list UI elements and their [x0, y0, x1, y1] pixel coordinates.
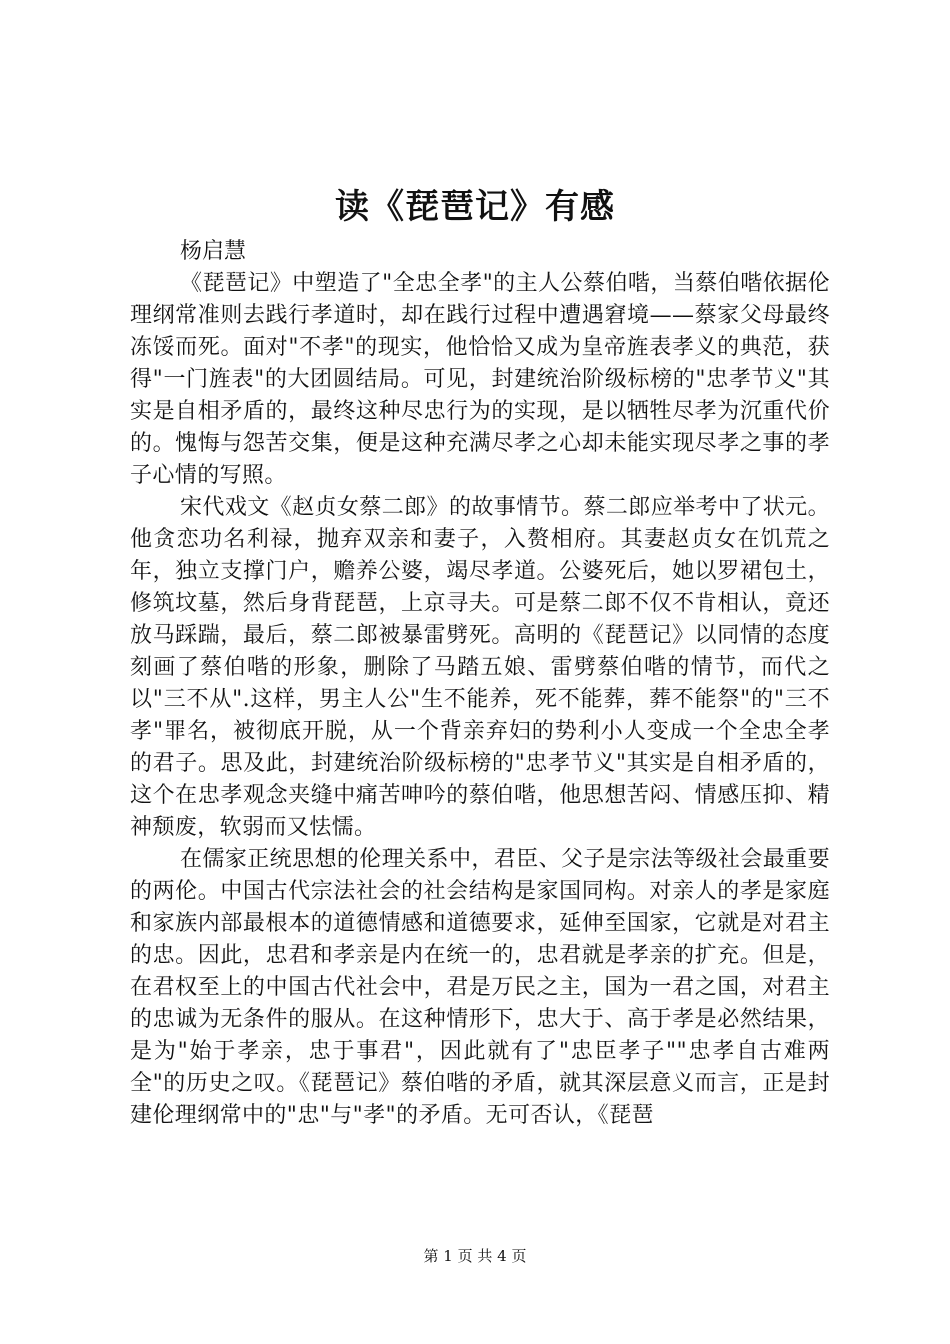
paragraph-2: 宋代戏文《赵贞女蔡二郎》的故事情节。蔡二郎应举考中了状元。他贪恋功名利禄，抛弃双亲和妻子，入赘相府。其妻赵贞女在饥荒之年，独立支撑门户，赡养公婆，竭尽孝道。公婆死后，她以罗裙包土，修筑坟墓，然后身背琵琶，上京寻夫。可是蔡二郎不仅不肯相认，竟还放马踩踹，最后，蔡二郎被暴雷劈死。高明的《琵琶记》以同情的态度刻画了蔡伯喈的形象，删除了马踏五娘、雷劈蔡伯喈的情节，而代之以"三不从".这样，男主人公"生不能养，死不能葬，葬不能祭"的"三不孝"罪名，被彻底开脱，从一个背亲弃妇的势利小人变成一个全忠全孝的君子。思及此，封建统治阶级标榜的"忠孝节义"其实是自相矛盾的，这个在忠孝观念夹缝中痛苦呻吟的蔡伯喈，他思想苦闷、情感压抑、精神颓废，软弱而又怯懦。 — [130, 495, 830, 840]
document-title: 读《琵琶记》有感 — [335, 187, 615, 227]
paragraph-3: 在儒家正统思想的伦理关系中，君臣、父子是宗法等级社会最重要的两伦。中国古代宗法社会的社会结构是家国同构。对亲人的孝是家庭和家族内部最根本的道德情感和道德要求，延伸至国家，它就是对君主的忠。因此，忠君和孝亲是内在统一的，忠君就是孝亲的扩充。但是，在君权至上的中国古代社会中，君是万民之主，国为一君之国，对君主的忠诚为无条件的服从。在这种情形下，忠大于、高于孝是必然结果，是为"始于孝亲，忠于事君"，因此就有了"忠臣孝子""忠孝自古难两全"的历史之叹。《琵琶记》蔡伯喈的矛盾，就其深层意义而言，正是封建伦理纲常中的"忠"与"孝"的矛盾。无可否认，《琵琶 — [130, 847, 830, 1128]
paragraph-1: 《琵琶记》中塑造了"全忠全孝"的主人公蔡伯喈，当蔡伯喈依据伦理纲常准则去践行孝道时，却在践行过程中遭遇窘境——蔡家父母最终冻馁而死。面对"不孝"的现实，他恰恰又成为皇帝旌表孝义的典范，获得"一门旌表"的大团圆结局。可见，封建统治阶级标榜的"忠孝节义"其实是自相矛盾的，最终这种尽忠行为的实现，是以牺牲尽孝为沉重代价的。愧悔与怨苦交集，便是这种充满尽孝之心却未能实现尽孝之事的孝子心情的写照。 — [130, 271, 830, 488]
author-name: 杨启慧 — [180, 239, 247, 264]
page-number-footer: 第 1 页 共 4 页 — [423, 1247, 527, 1265]
document-body — [130, 236, 830, 1132]
